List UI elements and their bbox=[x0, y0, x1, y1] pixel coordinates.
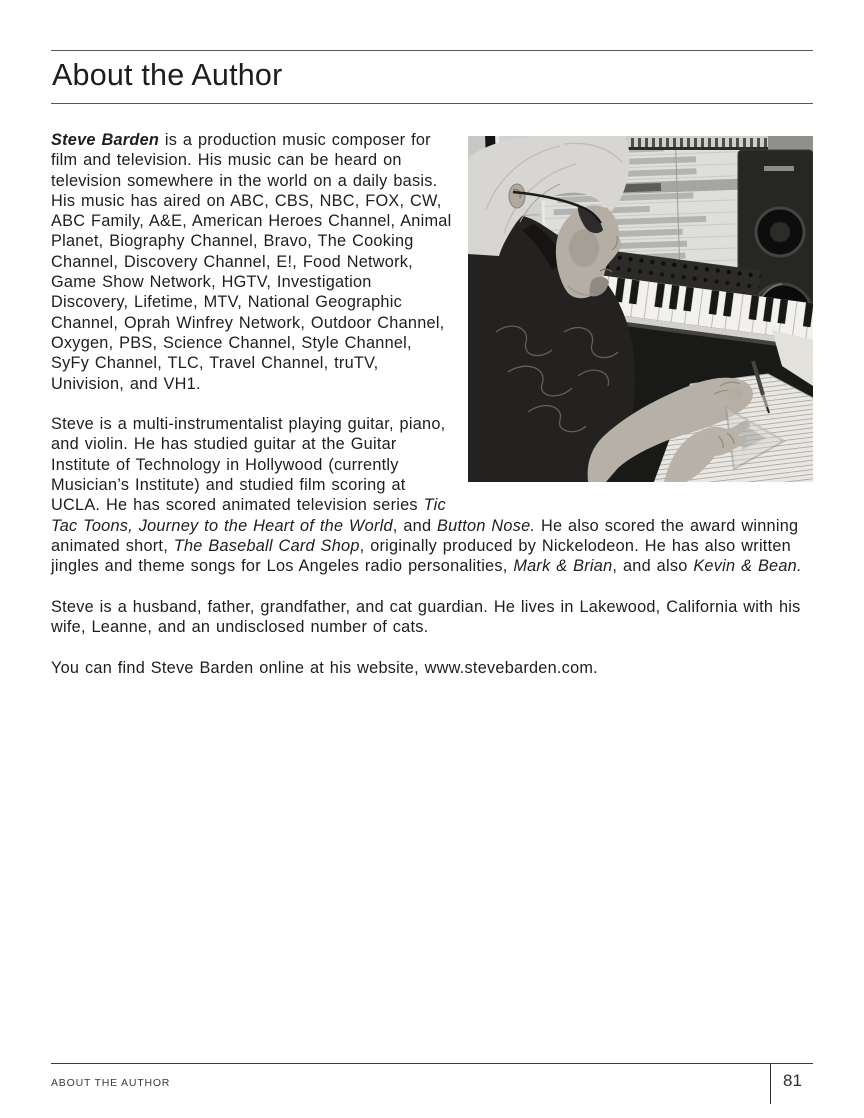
page-number: 81 bbox=[783, 1071, 802, 1090]
text-segment: You can find Steve Barden online at his website, www.stevebarden.com. bbox=[51, 658, 598, 677]
footer-row bbox=[51, 1064, 813, 1104]
page-title: About the Author bbox=[52, 58, 283, 92]
author-name: Steve Barden bbox=[51, 131, 160, 149]
work-title-segment: Kevin & Bean. bbox=[693, 557, 802, 576]
text-segment: is a production music composer for film and television. His music can be heard on television somewhere in the world on a daily basis. His music has aired on ABC, CBS, NBC, FOX, CW, ABC Family, A&E, American Heroes Channel, Animal Planet, Biography Channel, Bravo, The Cooking Channel, Discovery Channel, E!, Food Network, Game Show Network, HGTV, Investigation Discovery, Lifetime, MTV, National Geographic Channel, Oprah Winfrey Network, Outdoor Channel, Oxygen, PBS, Science Channel, Style Channel, SyFy Channel, TLC, Travel Channel, truTV, Univision, and VH1. bbox=[51, 131, 452, 393]
work-title-segment: Button Nose. bbox=[437, 516, 536, 535]
title-rule-bottom bbox=[51, 103, 813, 104]
text-segment: Steve is a multi-instrumentalist playing guitar, piano, and violin. He has studied guitar at the Guitar Institute of Technology in Hollywood (currently Musician’s Institute) and studied film scoring at UCLA. He has scored animated television series bbox=[51, 415, 446, 515]
text-segment: He also scored the award winning animated short, bbox=[51, 516, 799, 555]
work-title-segment: The Baseball Card Shop bbox=[173, 536, 360, 555]
about-author-content bbox=[51, 130, 813, 678]
text-segment: Steve is a husband, father, grandfather, and cat guardian. He lives in Lakewood, California with his wife, Leanne, and an undisclosed number of cats. bbox=[51, 597, 801, 637]
work-title-segment: Mark & Brian bbox=[513, 557, 613, 576]
chapter-header bbox=[51, 50, 813, 104]
text-segment: , originally produced by Nickelodeon. He has also written jingles and theme songs for Los Angeles radio personalities, bbox=[51, 536, 791, 576]
author-photo-illustration bbox=[468, 136, 813, 482]
text-segment: , and bbox=[392, 516, 438, 535]
work-title-segment: Tic Tac Toons, Journey to the Heart of the World bbox=[51, 496, 446, 535]
running-footer-label: ABOUT THE AUTHOR bbox=[51, 1077, 171, 1089]
author-photo bbox=[468, 136, 813, 482]
paragraph-bio-3 bbox=[51, 597, 813, 638]
paragraph-bio-4 bbox=[51, 658, 813, 678]
page-number-cell bbox=[770, 1064, 813, 1104]
text-segment: , and also bbox=[612, 557, 694, 576]
page-footer bbox=[51, 1063, 813, 1104]
